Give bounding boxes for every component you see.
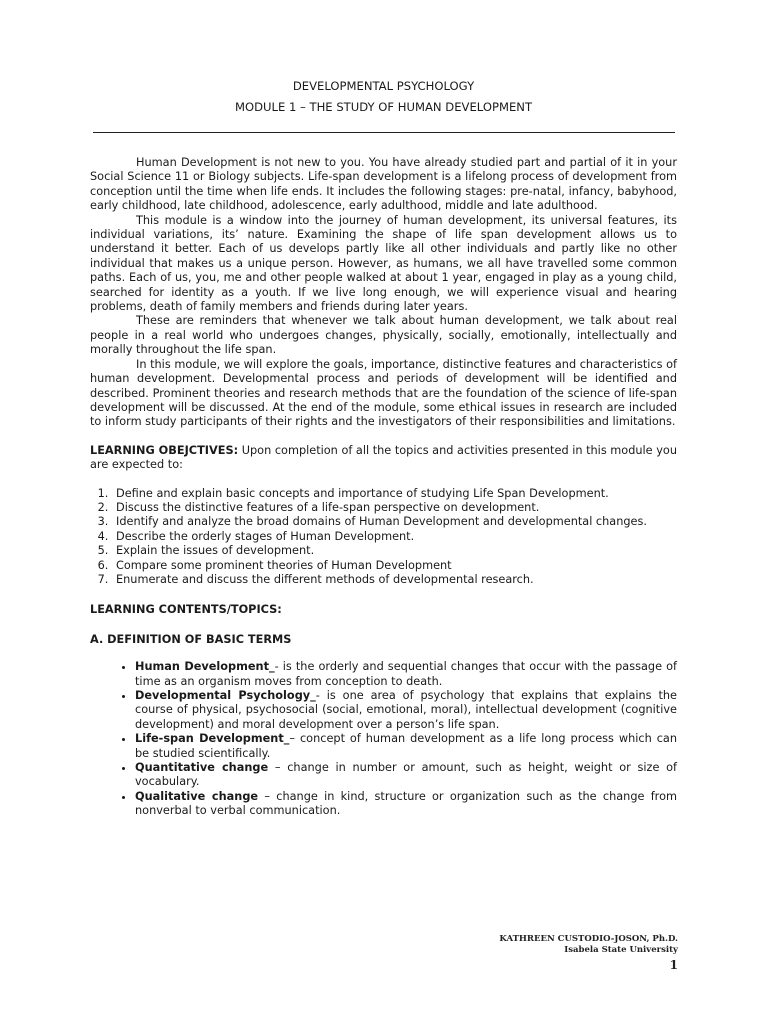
header-divider bbox=[93, 132, 675, 133]
objective-item: 4. Describe the orderly stages of Human Development. bbox=[112, 530, 677, 544]
document-body bbox=[90, 156, 677, 819]
module-paragraph: This module is a window into the journey of human development, its universal features, its individual variations, its’ nature. Examining the shape of life span development allows us to understand it better. Each of us develops partly like all other individuals and partly like no other individual that makes us a unique person. However, as humans, we all have travelled some common paths. Each of us, you, me and other people walked at about 1 year, engaged in play as a young child, searched for identity as a youth. If we live long enough, we will experience visual and hearing problems, death of family members and friends during later years. bbox=[90, 213, 677, 314]
learning-objectives-label: LEARNING OBEJCTIVES: bbox=[90, 443, 239, 457]
term-definition: – change in number or amount, such as height, weight or size of vocabulary. bbox=[135, 761, 677, 789]
learning-objectives-intro: Upon completion of all the topics and activities presented in this module you are expected to: bbox=[90, 443, 677, 472]
term-definition: – change in kind, structure or organization such as the change from nonverbal to verbal communication. bbox=[135, 789, 677, 818]
term-name: Quantitative change bbox=[135, 761, 269, 775]
section-a-heading: A. DEFINITION OF BASIC TERMS bbox=[90, 632, 292, 646]
explore-paragraph: In this module, we will explore the goals, importance, distinctive features and characteristics of human development. Developmental process and periods of development will be identified and described. Prominent theories and research methods that are the foundation of the science of life-span development will be discussed. At the end of the module, some ethical issues in research are included to inform study participants of their rights and the investigators of their responsibilities and limitations. bbox=[90, 357, 677, 429]
term-name: Developmental Psychology_ bbox=[135, 689, 316, 702]
learning-objectives bbox=[90, 444, 677, 473]
term-item bbox=[135, 790, 677, 819]
term-item bbox=[135, 689, 677, 732]
page-number: 1 bbox=[669, 958, 678, 972]
term-item bbox=[135, 660, 677, 689]
footer-author: KATHREEN CUSTODIO-JOSON, Ph.D. bbox=[499, 934, 678, 944]
term-definition: - is one area of psychology that explains that explains the course of physical, psychosocial (social, emotional, moral), intellectual development (cognitive development) and moral development over a person’s life span. bbox=[135, 689, 677, 731]
term-name: Human Development_ bbox=[135, 660, 275, 674]
module-title: MODULE 1 – THE STUDY OF HUMAN DEVELOPMENT bbox=[234, 100, 533, 114]
term-item bbox=[135, 732, 677, 761]
objective-item: 6. Compare some prominent theories of Human Development bbox=[112, 559, 677, 573]
term-name: Life-span Development_ bbox=[135, 732, 290, 746]
term-item bbox=[135, 761, 677, 790]
term-definition: - is the orderly and sequential changes that occur with the passage of time as an organism moves from conception to death. bbox=[135, 660, 677, 688]
objective-item: 2. Discuss the distinctive features of a life-span perspective on development. bbox=[112, 501, 677, 515]
objectives-list bbox=[90, 487, 677, 588]
objective-item: 5. Explain the issues of development. bbox=[112, 544, 677, 558]
page-footer bbox=[499, 934, 678, 974]
contents-heading: LEARNING CONTENTS/TOPICS: bbox=[90, 603, 282, 617]
reminder-paragraph: These are reminders that whenever we talk about human development, we talk about real people in a real world who undergoes changes, physically, socially, emotionally, intellectually and morally throughout the life span. bbox=[90, 314, 677, 357]
intro-paragraph: Human Development is not new to you. You have already studied part and partial of it in your Social Science 11 or Biology subjects. Life-span development is a lifelong process of development from conception until the time when life ends. It includes the following stages: pre-natal, infancy, babyhood, early childhood, late childhood, adolescence, early adulthood, middle and late adulthood. bbox=[90, 156, 677, 213]
objective-item: 7. Enumerate and discuss the different methods of developmental research. bbox=[112, 573, 677, 587]
footer-institution: Isabela State University bbox=[564, 945, 678, 955]
term-name: Qualitative change bbox=[135, 789, 259, 803]
term-definition: – concept of human development as a life long process which can be studied scientifically. bbox=[135, 732, 677, 760]
objective-item: 3. Identify and analyze the broad domains of Human Development and developmental changes. bbox=[112, 515, 677, 529]
objective-item: 1. Define and explain basic concepts and importance of studying Life Span Development. bbox=[112, 487, 677, 501]
terms-list bbox=[90, 660, 677, 818]
document-title: DEVELOPMENTAL PSYCHOLOGY bbox=[292, 79, 475, 93]
